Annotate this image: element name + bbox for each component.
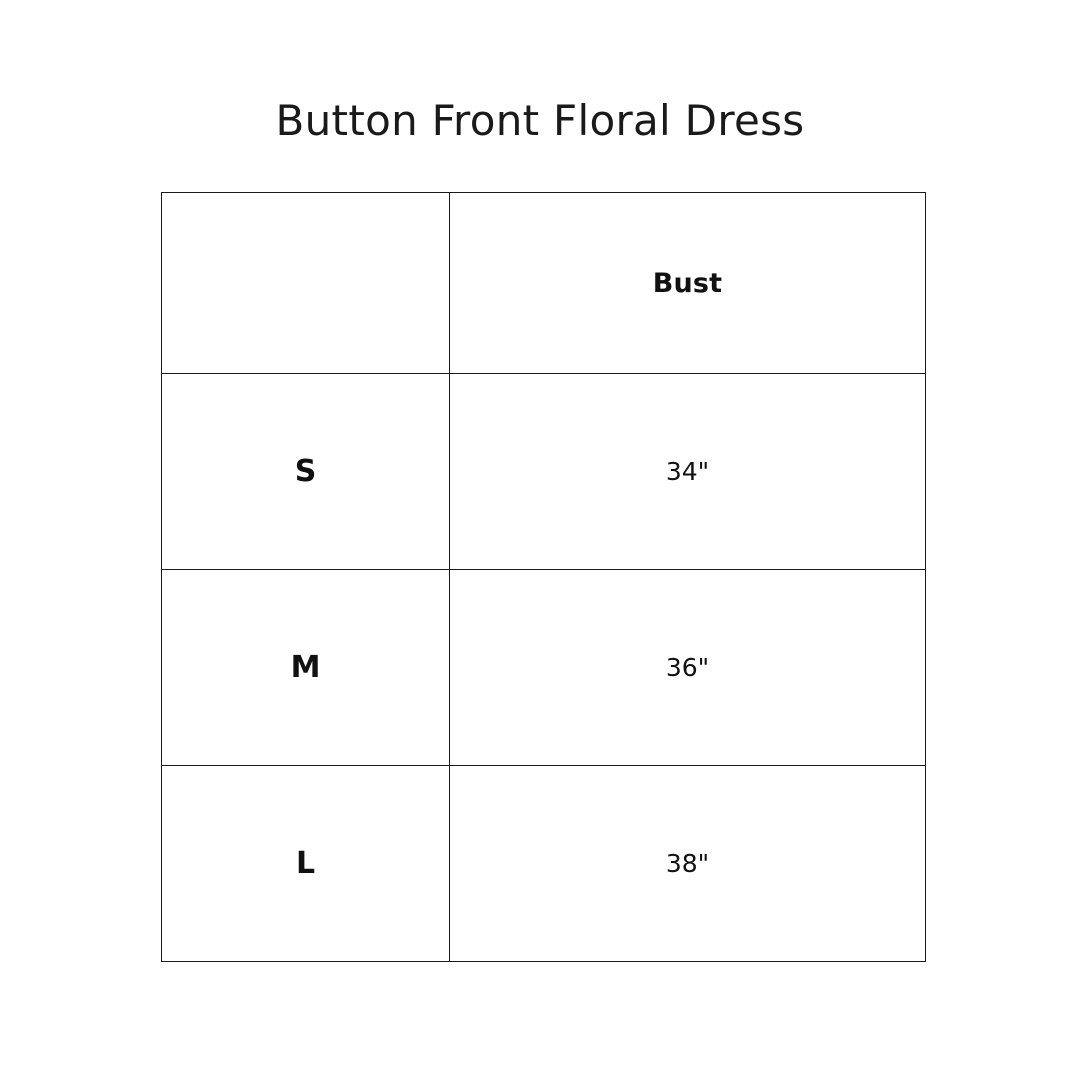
row-bust-cell (450, 570, 926, 766)
row-bust-cell (450, 374, 926, 570)
table-row (162, 570, 926, 766)
table-row (162, 766, 926, 962)
size-label-m: M (290, 650, 321, 685)
row-size-cell (162, 570, 450, 766)
bust-value-s: 34" (665, 457, 710, 486)
row-bust-cell (450, 766, 926, 962)
bust-value-m: 36" (665, 653, 710, 682)
size-chart-table (161, 192, 926, 962)
row-size-cell (162, 766, 450, 962)
table-row (162, 374, 926, 570)
page-title: Button Front Floral Dress (275, 96, 805, 145)
size-label-s: S (294, 454, 317, 489)
header-bust-column (450, 193, 926, 374)
header-bust-label: Bust (652, 267, 723, 299)
bust-value-l: 38" (665, 849, 710, 878)
header-size-column (162, 193, 450, 374)
row-size-cell (162, 374, 450, 570)
table-header-row (162, 193, 926, 374)
size-label-l: L (295, 846, 316, 881)
